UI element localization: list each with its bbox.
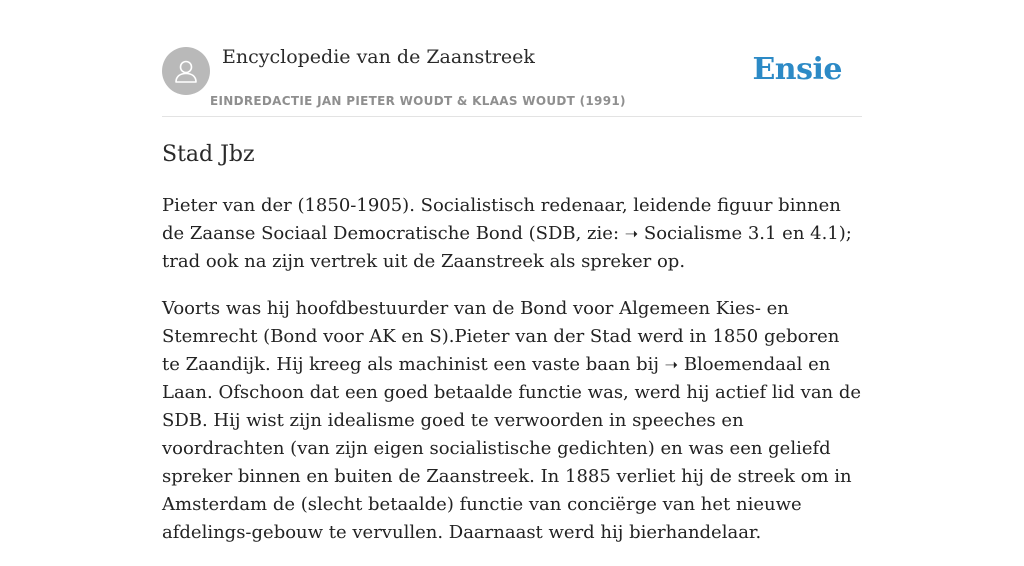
link-bloemendaal-label: Bloemendaal en Laan xyxy=(162,354,831,403)
paragraph-2 xyxy=(162,295,862,547)
paragraph-1 xyxy=(162,192,862,276)
entry-body xyxy=(162,192,862,566)
user-icon xyxy=(172,57,200,85)
source-title[interactable]: Encyclopedie van de Zaanstreek xyxy=(222,46,535,68)
arrow-right-icon: ➝ xyxy=(664,355,679,374)
paragraph-1-text-a: Pieter van der (1850-1905). Socialistisch redenaar, leidende figuur binnen de Zaanse Sociaal Democratische Bond (SDB, zie: xyxy=(162,195,841,244)
paragraph-2-text-b: . Ofschoon dat een goed betaalde functie was, werd hij actief lid van de SDB. Hij wist zijn idealisme goed te verwoorden in speeches en voordrachten (van zijn eigen socialistische gedichten) en was een geliefd spreker binnen en buiten de Zaanstreek. In 1885 verliet hij de streek om in Amsterdam de (slecht betaalde) functie van conciërge van het nieuwe afdelings-gebouw te vervullen. Daarnaast werd hij bierhandelaar. xyxy=(162,382,862,543)
source-header xyxy=(162,0,862,117)
paragraph-2-text-a: Voorts was hij hoofdbestuurder van de Bond voor Algemeen Kies- en Stemrecht (Bond voor AK en S).Pieter van der Stad werd in 1850 geboren te Zaandijk. Hij kreeg als machinist een vaste baan bij xyxy=(162,298,840,375)
article-page xyxy=(162,0,862,543)
link-socialisme[interactable] xyxy=(625,223,839,244)
paragraph-1-text-b: ); trad ook na zijn vertrek uit de Zaanstreek als spreker op. xyxy=(162,223,852,272)
page-title: Stad Jbz xyxy=(162,142,255,167)
source-editors: EINDREDACTIE JAN PIETER WOUDT & KLAAS WOUDT (1991) xyxy=(210,94,626,108)
arrow-right-icon: ➝ xyxy=(624,224,639,243)
ensie-logo[interactable]: Ensie xyxy=(752,52,842,87)
source-avatar[interactable] xyxy=(162,47,210,95)
link-socialisme-label: Socialisme 3.1 en 4.1 xyxy=(643,223,839,244)
